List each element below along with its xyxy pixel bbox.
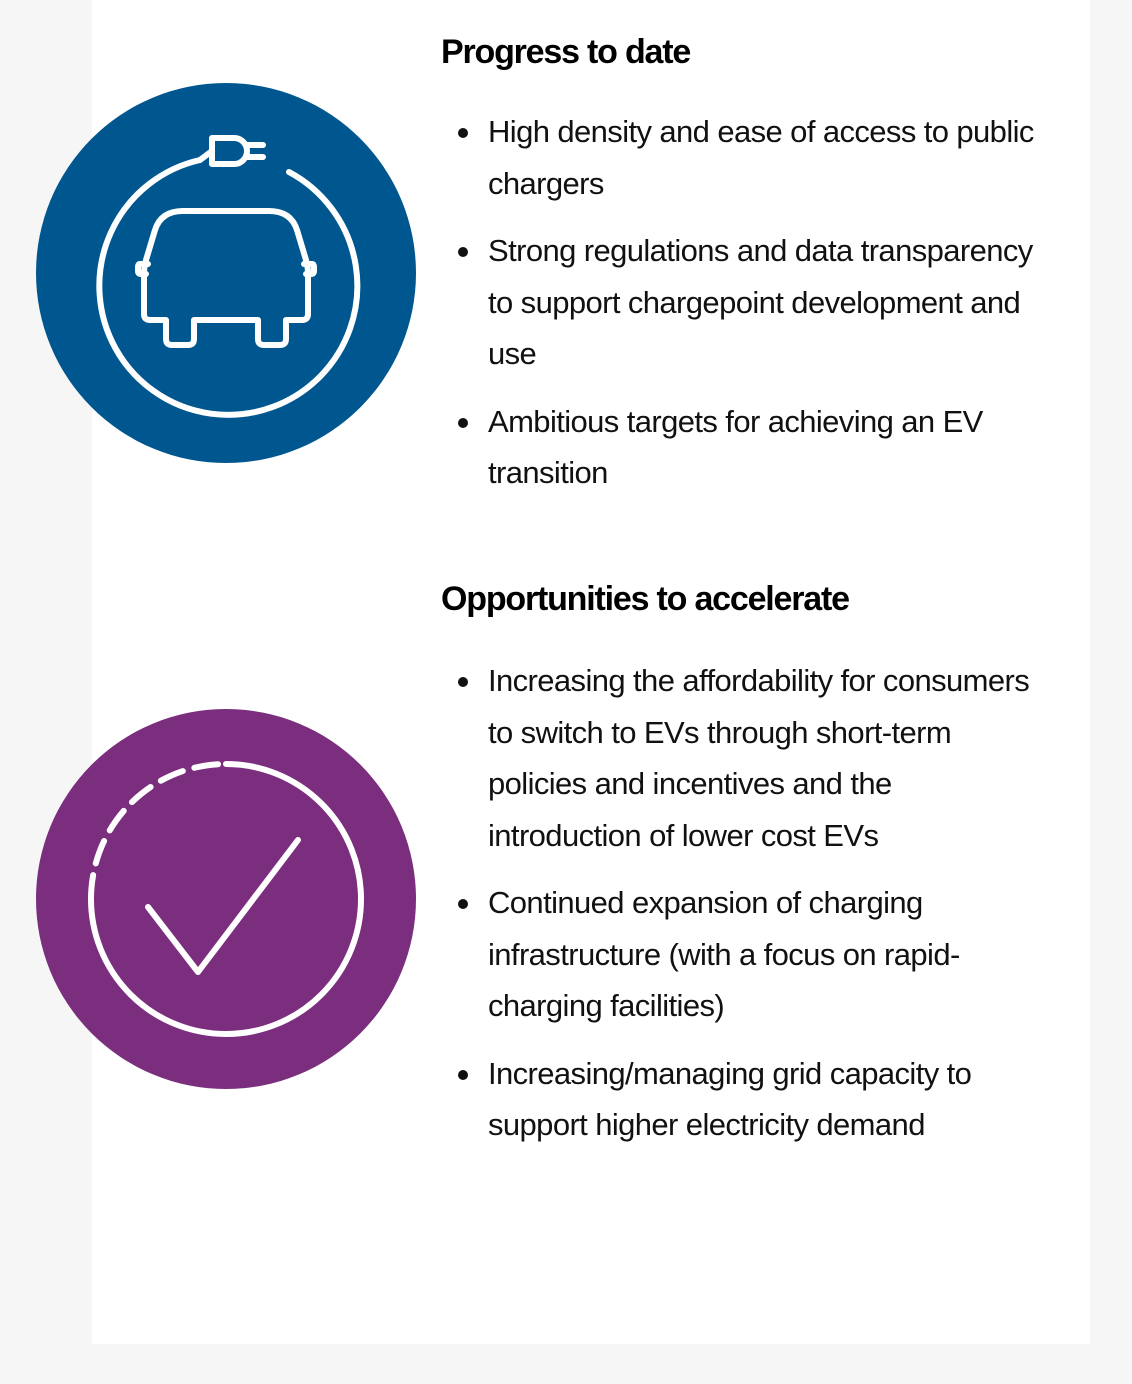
progress-list — [441, 106, 1061, 499]
list-item: Increasing/managing grid capacity to support higher electricity demand — [441, 1048, 1048, 1151]
list-item: Continued expansion of charging infrastructure (with a focus on rapid-charging facilities) — [441, 877, 1048, 1032]
list-item: Strong regulations and data transparency to support chargepoint development and use — [441, 225, 1048, 380]
list-item: High density and ease of access to public chargers — [441, 106, 1048, 209]
opportunities-heading: Opportunities to accelerate — [441, 580, 849, 618]
opportunities-section — [441, 575, 1061, 1167]
checkmark-circle-icon — [36, 709, 416, 1089]
progress-section — [441, 28, 1061, 515]
progress-heading: Progress to date — [441, 33, 691, 71]
opportunities-list — [441, 655, 1061, 1151]
list-item: Increasing the affordability for consumers to switch to EVs through short-term policies and incentives and the introduction of lower cost EVs — [441, 655, 1048, 861]
ev-charging-car-icon — [36, 83, 416, 463]
list-item: Ambitious targets for achieving an EV transition — [441, 396, 1048, 499]
